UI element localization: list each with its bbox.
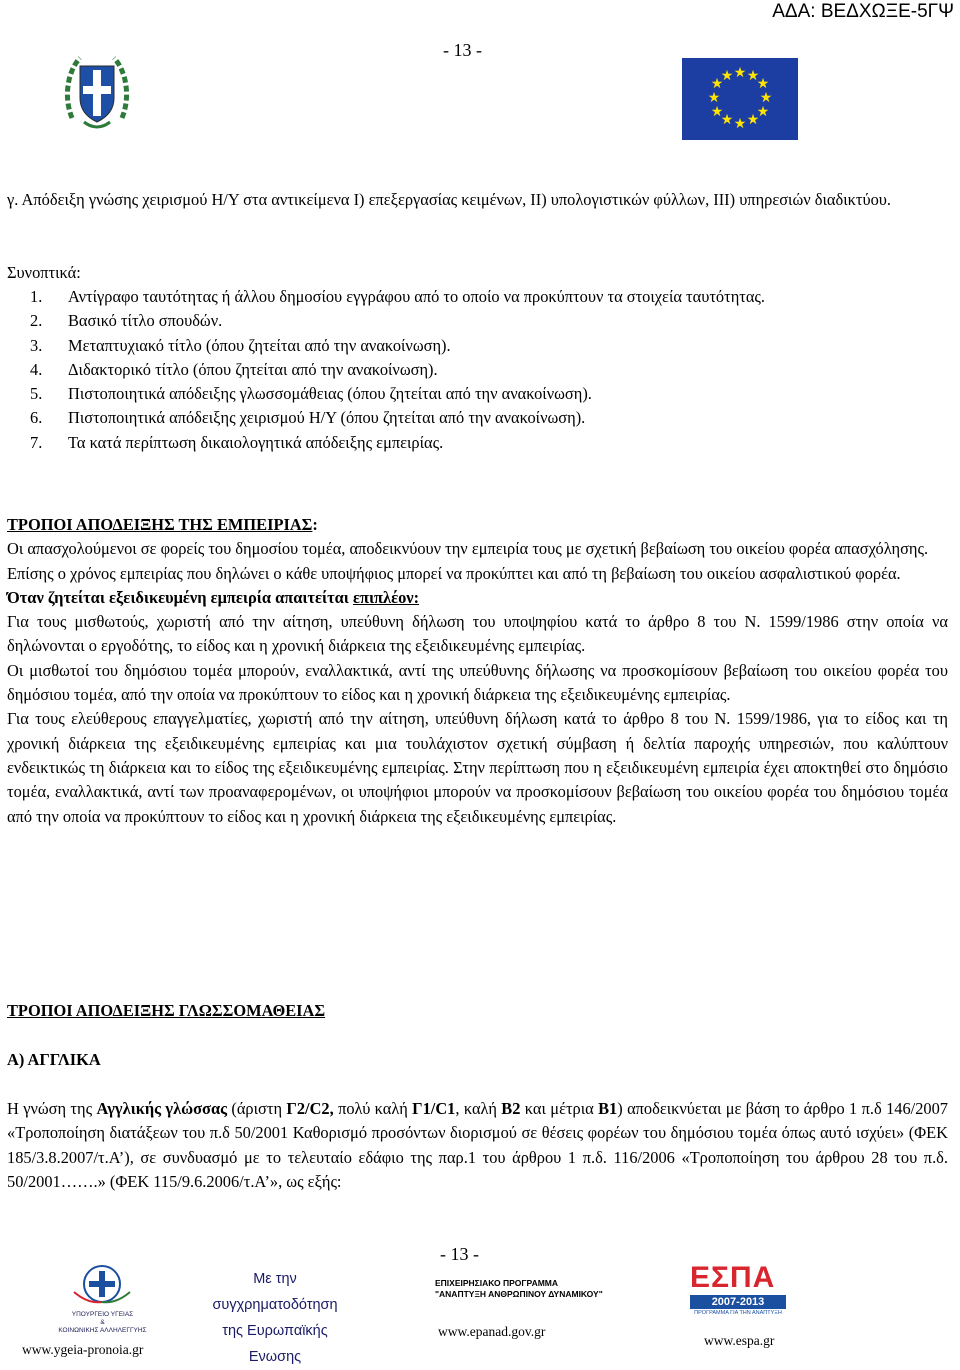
svg-text:★: ★: [710, 104, 724, 120]
list-item-number: 1.: [30, 287, 43, 306]
cofunding-line-2: συγχρηματοδότηση: [212, 1297, 338, 1313]
cofunding-text: [200, 1266, 350, 1370]
experience-heading: ΤΡΟΠΟΙ ΑΠΟΔΕΙΞΗΣ ΤΗΣ ΕΜΠΕΙΡΙΑΣ: [7, 515, 313, 534]
list-item-number: 7.: [30, 432, 43, 452]
svg-text:★: ★: [756, 76, 770, 92]
epanad-line-1: ΕΠΙΧΕΙΡΗΣΙΑΚΟ ΠΡΟΓΡΑΜΜΑ: [435, 1278, 559, 1288]
experience-p3-extra: επιπλέον:: [352, 587, 420, 607]
paragraph-c: γ. Απόδειξη γνώσης χειρισμού Η/Υ στα αντικείμενα Ι) επεξεργασίας κειμένων, ΙΙ) υπολογιστικών φύλλων, ΙΙΙ) υπηρεσιών διαδικτύου.: [7, 190, 891, 209]
ministry-emblem-icon: [40, 1262, 165, 1306]
epanad-logo: [430, 1272, 603, 1306]
experience-p5: Οι μισθωτοί του δημόσιου τομέα μπορούν, εναλλακτικά, αντί της υπεύθυνης δήλωσης να προσκομίσουν βεβαίωση του οικείου φορέα του δημόσιου τομέα, από την οποία να προκύπτουν το είδος και η χρονική διάρκεια της εξειδικευμένης εμπειρίας.: [7, 660, 948, 705]
espa-subtitle: ΠΡΟΓΡΑΜΜΑ ΓΙΑ ΤΗΝ ΑΝΑΠΤΥΞΗ: [694, 1310, 782, 1316]
list-item-text: Διδακτορικό τίτλο (όπου ζητείται από την ανακοίνωση).: [68, 359, 438, 379]
experience-section: ΤΡΟΠΟΙ ΑΠΟΔΕΙΞΗΣ ΤΗΣ ΕΜΠΕΙΡΙΑΣ: Οι απασχολούμενοι σε φορείς του δημοσίου τομέα, αποδεικνύουν την εμπειρία τους με σχετική βεβαίωση του οικείου φορέα απασχόλησης. Επίσης ο χρόνος εμπειρίας που δηλώνει ο κάθε υποψήφιος μπορεί να προκύπτει και από τη βεβαίωση του οικείου ασφαλιστικού φορέα. Όταν ζητείται εξειδικευμένη εμπειρία απαιτείται επιπλέον: Για τους μισθωτούς, χωριστή από την αίτηση, υπεύθυνη δήλωση του υποψηφίου κατά το άρθρο 8 του Ν. 1599/1986 στην οποία να δηλώνονται ο εργοδότης, το είδος και η χρονική διάρκεια της εξειδικευμένης εμπειρίας. Οι μισθωτοί του δημόσιου τομέα μπορούν, εναλλακτικά, αντί της υπεύθυνης δήλωσης να προσκομίσουν βεβαίωση του οικείου φορέα του δημόσιου τομέα, από την οποία να προκύπτουν το είδος και η χρονική διάρκεια της εξειδικευμένης εμπειρίας. Για τους ελεύθερους επαγγελματίες, χωριστή από την αίτηση, υπεύθυνη δήλωση κατά το άρθρο 8 του Ν. 1599/1986, για το είδος και τη χρονική διάρκεια της εξειδικευμένης εμπειρίας και μια τουλάχιστον σχετική σύμβαση ή δελτία παροχής υπηρεσιών, που καλύπτουν ενδεικτικώς τη διάρκεια και το είδος της εξειδικευμένης εμπειρίας. Στην περίπτωση που η εξειδικευμένη εμπειρία έχει αποκτηθεί στο δημόσιο τομέα, εναλλακτικά, αντί των προαναφερομένων, οι υποψήφιοι μπορούν να προσκομίσουν βεβαίωση του οικείου φορέα του δημόσιου τομέα από την οποία να προκύπτουν το είδος και η χρονική διάρκεια της εξειδικευμένης εμπειρίας.: [7, 513, 948, 829]
link-espa[interactable]: www.espa.gr: [704, 1333, 775, 1348]
list-item-text: Πιστοποιητικά απόδειξης χειρισμού Η/Υ (όπου ζητείται από την ανακοίνωση).: [68, 408, 586, 428]
list-item-number: 3.: [30, 335, 43, 355]
espa-title: ΕΣΠΑ: [690, 1261, 776, 1294]
svg-text:★: ★: [720, 112, 734, 128]
page-number-bottom: - 13 -: [440, 1244, 479, 1264]
experience-p3-bold: Όταν ζητείται εξειδικευμένη εμπειρία απαιτείται: [7, 587, 353, 607]
list-item: [30, 309, 948, 333]
list-item: [30, 285, 948, 309]
svg-text:★: ★: [756, 104, 770, 120]
list-item-text: Μεταπτυχιακό τίτλο (όπου ζητείται από την ανακοίνωση).: [68, 335, 451, 355]
level-c2: Γ2/C2,: [286, 1099, 334, 1118]
list-item: [30, 431, 948, 455]
english-text-3: (άριστη: [227, 1099, 287, 1118]
english-text-7: ) αποδεικνύεται με βάση το άρθρο 1 π.δ 146/2007 «Τροποποίηση διατάξεων του π.δ 50/2001 Καθορισμό προσόντων διορισμού σε θέσεις φορέων του δημόσιου τομέα όπως αυτό ισχύει» (ΦΕΚ 185/3.8.2007/τ.Α’), σε συνδυασμό με το τελευταίο εδάφιο της παρ.1 του άρθρου 1 π.δ. 116/2006 «Τροποποίηση του άρθρου 28 του π.δ. 50/2001…….» (ΦΕΚ 115/9.6.2006/τ.Α’», ως εξής:: [7, 1099, 948, 1191]
list-item-number: 6.: [30, 408, 43, 428]
cofunding-line-1: Με την: [253, 1271, 297, 1287]
epanad-line-2: "ΑΝΑΠΤΥΞΗ ΑΝΘΡΩΠΙΝΟΥ ΔΥΝΑΜΙΚΟΥ": [435, 1289, 603, 1299]
english-text-1: Η γνώση της: [7, 1099, 97, 1118]
english-paragraph: [7, 1097, 948, 1194]
language-heading: ΤΡΟΠΟΙ ΑΠΟΔΕΙΞΗΣ ΓΛΩΣΣΟΜΑΘΕΙΑΣ: [7, 1001, 326, 1020]
experience-p6: Για τους ελεύθερους επαγγελματίες, χωριστή από την αίτηση, υπεύθυνη δήλωση κατά το άρθρο 8 του Ν. 1599/1986, για το είδος και τη χρονική διάρκεια της εξειδικευμένης εμπειρίας και μια τουλάχιστον σχετική σύμβαση ή δελτία παροχής υπηρεσιών, που καλύπτουν ενδεικτικώς τη διάρκεια και το είδος της εξειδικευμένης εμπειρίας. Στην περίπτωση που η εξειδικευμένη εμπειρία έχει αποκτηθεί στο δημόσιο τομέα, εναλλακτικά, αντί των προαναφερομένων, οι υποψήφιοι μπορούν να προσκομίσουν βεβαίωση του οικείου φορέα του δημόσιου τομέα από την οποία να προκύπτουν το είδος και η χρονική διάρκεια της εξειδικευμένης εμπειρίας.: [7, 709, 948, 826]
list-item-number: 4.: [30, 359, 43, 379]
level-b1: Β1: [598, 1099, 618, 1118]
svg-text:★: ★: [759, 90, 773, 106]
english-text-4: πολύ καλή: [333, 1099, 413, 1118]
list-item-number: 5.: [30, 384, 43, 404]
svg-text:★: ★: [707, 90, 721, 106]
experience-p4: Για τους μισθωτούς, χωριστή από την αίτηση, υπεύθυνη δήλωση του υποψηφίου κατά το άρθρο 8 του Ν. 1599/1986 στην οποία να δηλώνονται ο εργοδότης, το είδος και η χρονική διάρκεια της εξειδικευμένης εμπειρίας.: [7, 612, 948, 656]
list-item: [30, 358, 948, 382]
cofunding-line-4: Ενωσης: [248, 1349, 302, 1365]
list-item-number: 2.: [30, 311, 43, 331]
page-number-top: - 13 -: [443, 40, 482, 60]
english-text-5: , καλή: [455, 1099, 502, 1118]
list-item-text: Βασικό τίτλο σπουδών.: [68, 311, 223, 331]
level-b2: Β2: [501, 1099, 521, 1118]
greek-emblem: [62, 48, 132, 134]
list-item-text: Τα κατά περίπτωση δικαιολογητικά απόδειξης εμπειρίας.: [68, 432, 444, 452]
ministry-name-2: &: [100, 1319, 105, 1326]
ministry-logo: [40, 1262, 165, 1340]
link-epanad[interactable]: www.epanad.gov.gr: [438, 1324, 546, 1339]
experience-p1: Οι απασχολούμενοι σε φορείς του δημοσίου τομέα, αποδεικνύουν την εμπειρία τους με σχετική βεβαίωση του οικείου φορέα απασχόλησης.: [7, 539, 929, 559]
summary-title: Συνοπτικά:: [7, 263, 81, 282]
experience-p2: Επίσης ο χρόνος εμπειρίας που δηλώνει ο κάθε υποψήφιος μπορεί να προκύπτει και από τη βεβαίωση του οικείου ασφαλιστικού φορέα.: [7, 563, 901, 583]
svg-text:★: ★: [733, 65, 747, 81]
svg-text:★: ★: [733, 116, 747, 132]
cofunding-line-3: της Ευρωπαϊκής: [222, 1323, 328, 1339]
ministry-name-1: ΥΠΟΥΡΓΕΙΟ ΥΓΕΙΑΣ: [71, 1311, 134, 1318]
list-item: [30, 406, 948, 430]
english-subheading: Α) ΑΓΓΛΙΚΑ: [7, 1050, 101, 1069]
ministry-name-3: ΚΟΙΝΩΝΙΚΗΣ ΑΛΛΗΛΕΓΓΥΗΣ: [58, 1327, 147, 1334]
svg-text:★: ★: [746, 68, 760, 84]
espa-logo: [690, 1262, 786, 1322]
ada-code: ΑΔΑ: ΒΕΔΧΩΞΕ-5ΓΨ: [772, 1, 954, 22]
link-ygeia[interactable]: www.ygeia-pronoia.gr: [22, 1342, 144, 1357]
svg-text:★: ★: [720, 68, 734, 84]
list-item-text: Αντίγραφο ταυτότητας ή άλλου δημοσίου εγγράφου από το οποίο να προκύπτουν τα στοιχεία ταυτότητας.: [68, 287, 766, 306]
eu-flag: [682, 58, 798, 140]
svg-text:★: ★: [710, 76, 724, 92]
svg-text:★: ★: [746, 112, 760, 128]
list-item: [30, 334, 948, 358]
espa-years: 2007-2013: [690, 1295, 786, 1309]
english-text-2: Αγγλικής γλώσσας: [96, 1099, 228, 1118]
summary-list: [30, 285, 948, 455]
english-text-6: και μέτρια: [520, 1099, 599, 1118]
level-c1: Γ1/C1: [412, 1099, 456, 1118]
list-item-text: Πιστοποιητικά απόδειξης γλωσσομάθειας (όπου ζητείται από την ανακοίνωση).: [68, 384, 592, 404]
list-item: [30, 382, 948, 406]
